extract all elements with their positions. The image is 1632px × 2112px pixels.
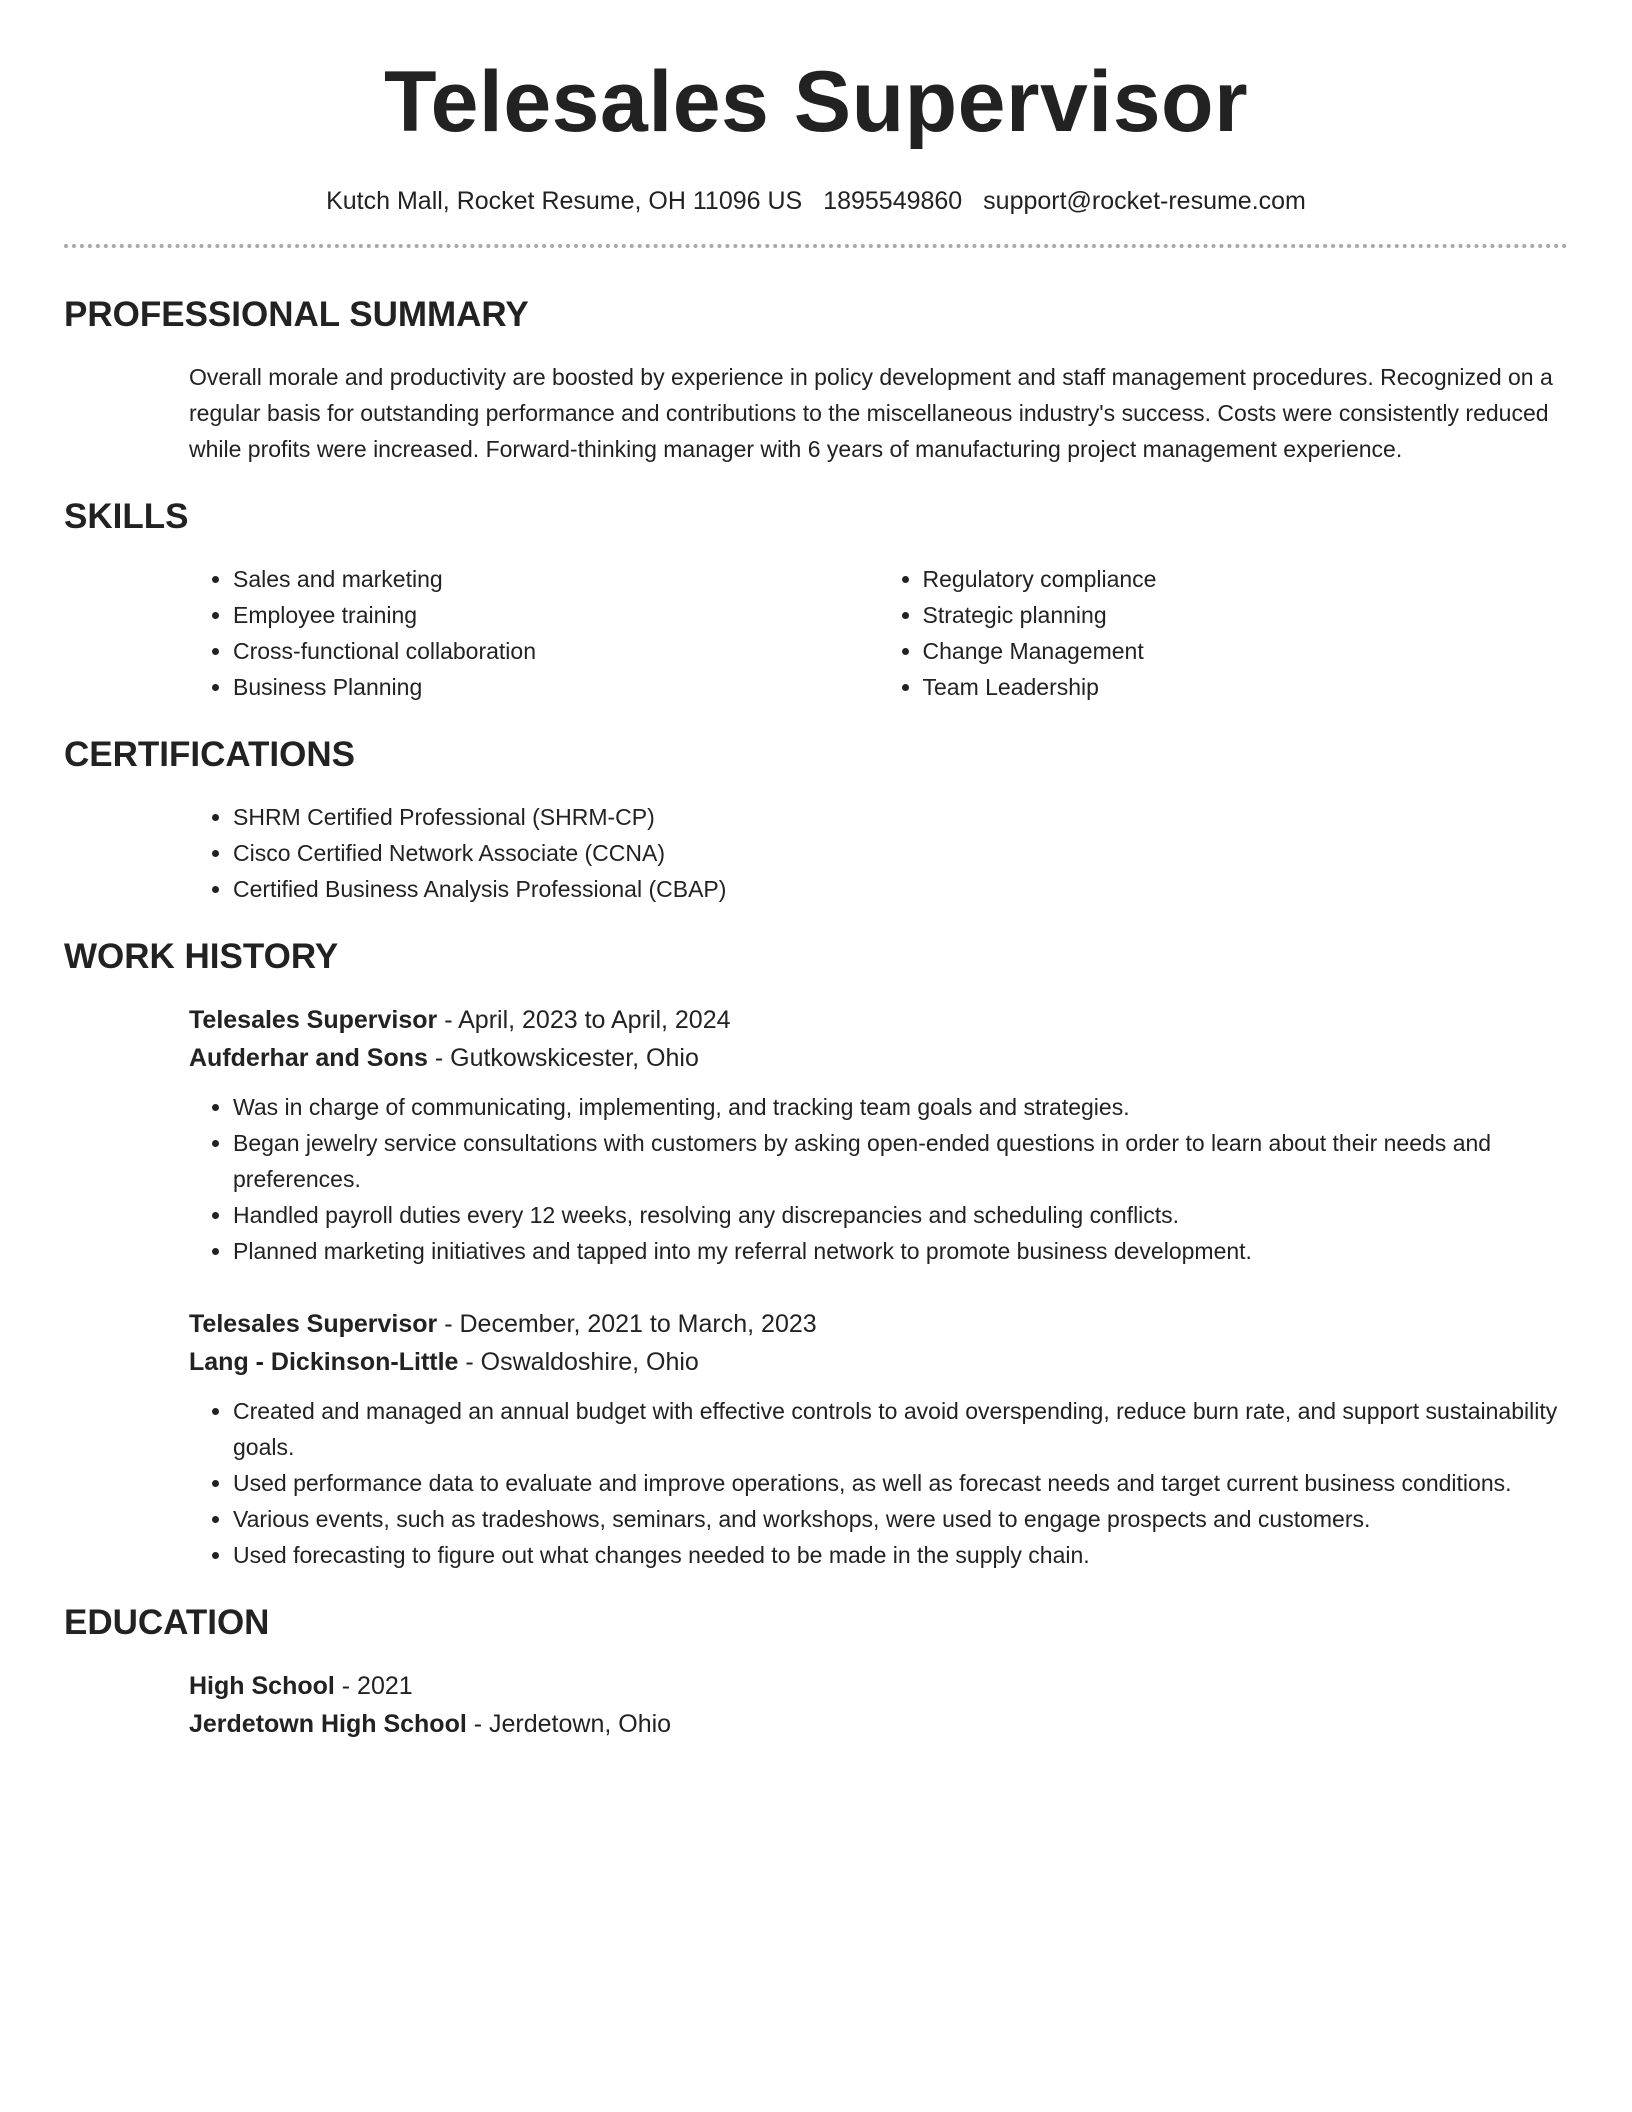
job-role-line <box>189 1305 1568 1343</box>
job-company-line <box>189 1039 1568 1077</box>
work-history-title: WORK HISTORY <box>64 937 339 976</box>
candidate-name: Telesales Supervisor <box>383 54 1249 150</box>
email: support@rocket-resume.com <box>983 187 1306 215</box>
header-divider <box>64 244 1568 248</box>
job-bullet: • Planned marketing initiatives and tapped into my referral network to promote business development. <box>233 1233 1568 1269</box>
certifications-list <box>189 799 1568 907</box>
job-dates: - December, 2021 to March, 2023 <box>437 1310 817 1338</box>
certifications-title: CERTIFICATIONS <box>64 735 356 774</box>
education-section <box>64 1601 1568 1743</box>
certification-item: • SHRM Certified Professional (SHRM-CP) <box>233 799 1568 835</box>
certification-item: • Cisco Certified Network Associate (CCNA) <box>233 835 1568 871</box>
skill-item: • Cross-functional collaboration <box>233 633 879 669</box>
education-school-line <box>189 1705 1568 1743</box>
skill-item: • Strategic planning <box>923 597 1569 633</box>
address: Kutch Mall, Rocket Resume, OH 11096 US <box>326 187 803 215</box>
summary-section <box>64 293 1568 467</box>
job-bullet: • Created and managed an annual budget with effective controls to avoid overspending, reduce burn rate, and support sustainability goals. <box>233 1393 1568 1465</box>
education-year: - 2021 <box>334 1672 413 1700</box>
skill-item: • Business Planning <box>233 669 879 705</box>
job-bullet: • Various events, such as tradeshows, seminars, and workshops, were used to engage prospects and customers. <box>233 1501 1568 1537</box>
job-bullet: • Began jewelry service consultations with customers by asking open-ended questions in order to learn about their needs and preferences. <box>233 1125 1568 1197</box>
education-degree-line <box>189 1667 1568 1705</box>
summary-title: PROFESSIONAL SUMMARY <box>64 295 529 334</box>
skills-title: SKILLS <box>64 497 189 536</box>
job-dates: - April, 2023 to April, 2024 <box>437 1006 731 1034</box>
job-entry <box>189 1305 1568 1573</box>
job-bullets <box>189 1089 1568 1269</box>
job-company: Aufderhar and Sons <box>189 1044 428 1072</box>
job-bullets <box>189 1393 1568 1573</box>
job-role: Telesales Supervisor <box>189 1006 438 1034</box>
education-location: - Jerdetown, Ohio <box>466 1710 672 1738</box>
job-bullet: • Used forecasting to figure out what changes needed to be made in the supply chain. <box>233 1537 1568 1573</box>
certification-item: • Certified Business Analysis Professional (CBAP) <box>233 871 1568 907</box>
job-company-line <box>189 1343 1568 1381</box>
skill-item: • Change Management <box>923 633 1569 669</box>
contact-line <box>64 184 1568 218</box>
job-location: - Gutkowskicester, Ohio <box>427 1044 699 1072</box>
skills-list-left <box>189 561 879 705</box>
job-entry <box>189 1001 1568 1269</box>
resume-header <box>64 0 1568 218</box>
job-bullet: • Was in charge of communicating, implementing, and tracking team goals and strategies. <box>233 1089 1568 1125</box>
summary-text: Overall morale and productivity are boosted by experience in policy development and staff management procedures. Recognized on a regular basis for outstanding performance and contributions to the miscellaneous industry's success. Costs were consistently reduced while profits were increased. Forward-thinking manager with 6 years of manufacturing project management experience. <box>189 364 1553 462</box>
certifications-section <box>64 733 1568 907</box>
skill-item: • Sales and marketing <box>233 561 879 597</box>
job-bullet: • Used performance data to evaluate and improve operations, as well as forecast needs and target current business conditions. <box>233 1465 1568 1501</box>
job-role: Telesales Supervisor <box>189 1310 438 1338</box>
work-history-section <box>64 935 1568 1573</box>
skills-list-right <box>879 561 1569 705</box>
education-title: EDUCATION <box>64 1603 270 1642</box>
skill-item: • Employee training <box>233 597 879 633</box>
job-bullet: • Handled payroll duties every 12 weeks, resolving any discrepancies and scheduling conflicts. <box>233 1197 1568 1233</box>
skill-item: • Regulatory compliance <box>923 561 1569 597</box>
skills-section <box>64 495 1568 705</box>
phone: 1895549860 <box>823 187 963 215</box>
job-location: - Oswaldoshire, Ohio <box>458 1348 699 1376</box>
job-role-line <box>189 1001 1568 1039</box>
job-company: Lang - Dickinson-Little <box>189 1348 459 1376</box>
skill-item: • Team Leadership <box>923 669 1569 705</box>
education-school: Jerdetown High School <box>189 1710 467 1738</box>
education-degree: High School <box>189 1672 335 1700</box>
